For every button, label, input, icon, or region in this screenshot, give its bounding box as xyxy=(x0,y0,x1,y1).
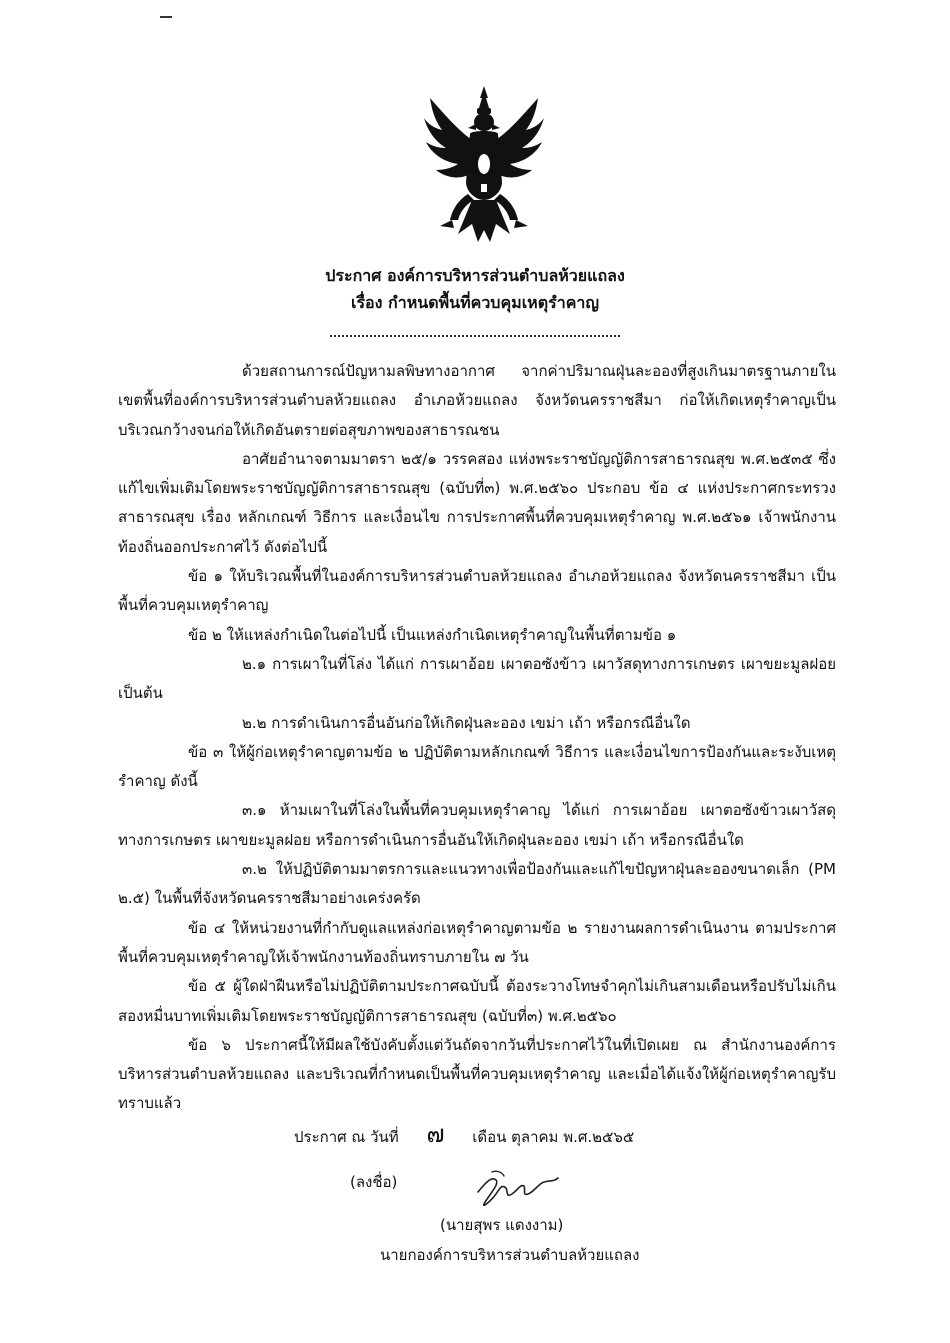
date-prefix: ประกาศ ณ วันที่ xyxy=(294,1128,399,1146)
clause-1: ข้อ ๑ ให้บริเวณพื้นที่ในองค์การบริหารส่วนตำบลห้วยแถลง อำเภอห้วยแถลง จังหวัดนครราชสีมา เป็นพื้นที่ควบคุมเหตุรำคาญ xyxy=(118,567,836,615)
announcement-title: ประกาศ องค์การบริหารส่วนตำบลห้วยแถลง xyxy=(325,266,625,285)
clause-5: ข้อ ๕ ผู้ใดฝ่าฝืนหรือไม่ปฏิบัติตามประกาศฉบับนี้ ต้องระวางโทษจำคุกไม่เกินสามเดือนหรือปรับไม่เกินสองหมื่นบาทเพิ่มเติมโดยพระราชบัญญัติการสาธารณสุข (ฉบับที่๓) พ.ศ.๒๕๖๐ xyxy=(118,977,836,1025)
announcement-date xyxy=(294,1114,634,1153)
date-day: ๗ xyxy=(426,1120,445,1148)
clause-2-2: ๒.๒ การดำเนินการอื่นอันก่อให้เกิดฝุ่นละออง เขม่า เถ้า หรือกรณีอื่นใด xyxy=(242,713,691,732)
announcement-header xyxy=(0,262,950,316)
signature-label: (ลงชื่อ) xyxy=(350,1173,398,1191)
clause-3: ข้อ ๓ ให้ผู้ก่อเหตุรำคาญตามข้อ ๒ ปฏิบัติตามหลักเกณฑ์ วิธีการ และเงื่อนไขการป้องกันและระงับเหตุรำคาญ ดังนี้ xyxy=(118,742,836,791)
clause-2: ข้อ ๒ ให้แหล่งกำเนิดในต่อไปนี้ เป็นแหล่งกำเนิดเหตุรำคาญในพื้นที่ตามข้อ ๑ xyxy=(188,625,677,644)
clause-4: ข้อ ๔ ให้หน่วยงานที่กำกับดูแลแหล่งก่อเหตุรำคาญตามข้อ ๒ รายงานผลการดำเนินงาน ตามประกาศพื้นที่ควบคุมเหตุรำคาญให้เจ้าพนักงานท้องถิ่นทราบภายใน ๗ วัน xyxy=(118,918,836,966)
paragraph-legal-basis: อาศัยอำนาจตามมาตรา ๒๕/๑ วรรคสอง แห่งพระราชบัญญัติการสาธารณสุข พ.ศ.๒๕๓๕ ซึ่งแก้ไขเพิ่มเติมโดยพระราชบัญญัติการสาธารณสุข (ฉบับที่๓) พ.ศ.๒๕๖๐ ประกอบ ข้อ ๔ แห่งประกาศกระทรวงสาธารณสุข เรื่อง หลักเกณฑ์ วิธีการ และเงื่อนไข การประกาศพื้นที่ควบคุมเหตุรำคาญ พ.ศ.๒๕๖๑ เจ้าพนักงานท้องถิ่นออกประกาศไว้ ดังต่อไปนี้ xyxy=(118,449,836,556)
paragraph-background: ด้วยสถานการณ์ปัญหามลพิษทางอากาศ จากค่าปริมาณฝุ่นละอองที่สูงเกินมาตรฐานภายในเขตพื้นที่องค์การบริหารส่วนตำบลห้วยแถลง อำเภอห้วยแถลง จังหวัดนครราชสีมา ก่อให้เกิดเหตุรำคาญเป็นบริเวณกว้างจนก่อให้เกิดอันตรายต่อสุขภาพของสาธารณชน xyxy=(118,362,836,439)
announcement-body xyxy=(118,357,836,1119)
clause-6: ข้อ ๖ ประกาศนี้ให้มีผลใช้บังคับตั้งแต่วันถัดจากวันที่ประกาศไว้ในที่เปิดเผย ณ สำนักงานองค์การบริหารส่วนตำบลห้วยแถลง และบริเวณที่กำหนดเป็นพื้นที่ควบคุมเหตุรำคาญ และเมื่อได้แจ้งให้ผู้ก่อเหตุรำคาญรับทราบแล้ว xyxy=(118,1035,836,1113)
stray-mark xyxy=(160,16,172,18)
garuda-emblem-icon xyxy=(422,84,546,248)
signer-name: (นายสุพร แดงงาม) xyxy=(440,1216,564,1234)
clause-3-1: ๓.๑ ห้ามเผาในที่โล่งในพื้นที่ควบคุมเหตุรำคาญ ได้แก่ การเผาอ้อย เผาตอซังข้าวเผาวัสดุทางการเกษตร เผาขยะมูลฝอย หรือการดำเนินการอื่นอันให้เกิดฝุ่นละออง เขม่า เถ้า หรือกรณีอื่นใด xyxy=(118,801,836,849)
dotted-separator xyxy=(330,335,620,337)
clause-2-1: ๒.๑ การเผาในที่โล่ง ได้แก่ การเผาอ้อย เผาตอซังข้าว เผาวัสดุทางการเกษตร เผาขยะมูลฝอย เป็นต้น xyxy=(118,654,836,703)
announcement-subject: เรื่อง กำหนดพื้นที่ควบคุมเหตุรำคาญ xyxy=(350,293,600,312)
handwritten-signature xyxy=(472,1162,562,1210)
signer-position: นายกองค์การบริหารส่วนตำบลห้วยแถลง xyxy=(380,1246,640,1264)
date-month-year: เดือน ตุลาคม พ.ศ.๒๕๖๕ xyxy=(472,1128,635,1146)
clause-3-2: ๓.๒ ให้ปฏิบัติตามมาตรการและแนวทางเพื่อป้องกันและแก้ไขปัญหาฝุ่นละอองขนาดเล็ก (PM ๒.๕) ในพื้นที่จังหวัดนครราชสีมาอย่างเคร่งครัด xyxy=(118,860,836,908)
